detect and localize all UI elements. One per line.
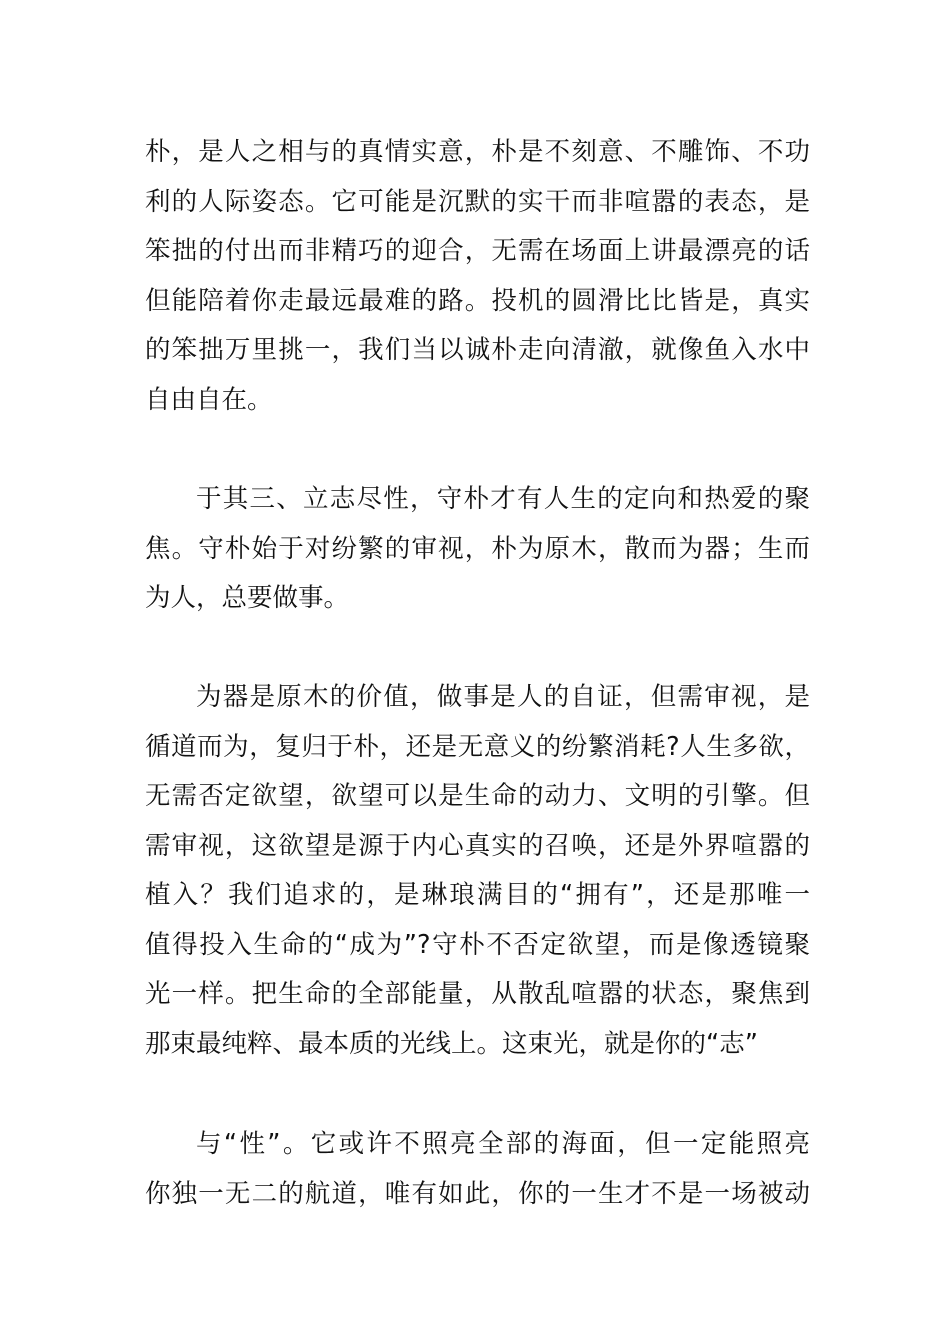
paragraph-4 xyxy=(145,1120,810,1219)
paragraph-line: 朴，是人之相与的真情实意，朴是不刻意、不雕饰、不功 xyxy=(145,137,810,167)
paragraph-line: 植入？我们追求的，是琳琅满目的“拥有”，还是那唯一 xyxy=(145,880,810,910)
paragraph-line: 利的人际姿态。它可能是沉默的实干而非喧嚣的表态，是 xyxy=(145,186,810,217)
paragraph-line: 自由自在。 xyxy=(145,384,273,415)
paragraph-line: 无需否定欲望，欲望可以是生命的动力、文明的引擎。但 xyxy=(145,781,810,811)
paragraph-line: 笨拙的付出而非精巧的迎合，无需在场面上讲最漂亮的话 xyxy=(145,236,810,266)
paragraph-line: 与“性”。它或许不照亮全部的海面，但一定能照亮 xyxy=(196,1129,810,1159)
paragraph-line: 值得投入生命的“成为”?守朴不否定欲望，而是像透镜聚 xyxy=(145,929,810,960)
paragraph-2 xyxy=(145,475,810,624)
paragraph-line: 的笨拙万里挑一，我们当以诚朴走向清澈，就像鱼入水中 xyxy=(145,335,810,365)
paragraph-line: 为器是原木的价值，做事是人的自证，但需审视，是 xyxy=(196,682,810,712)
paragraph-line: 但能陪着你走最远最难的路。投机的圆滑比比皆是，真实 xyxy=(145,285,810,316)
paragraph-3 xyxy=(145,673,810,1069)
paragraph-line: 光一样。把生命的全部能量，从散乱喧嚣的状态，聚焦到 xyxy=(145,979,810,1009)
paragraph-line: 你独一无二的航道，唯有如此，你的一生才不是一场被动 xyxy=(145,1178,810,1209)
paragraph-line: 循道而为，复归于朴，还是无意义的纷繁消耗?人生多欲， xyxy=(145,731,810,762)
paragraph-1 xyxy=(145,128,810,425)
paragraph-line: 那束最纯粹、最本质的光线上。这束光，就是你的“志” xyxy=(145,1028,758,1059)
paragraph-line: 焦。守朴始于对纷繁的审视，朴为原木，散而为器；生而 xyxy=(145,533,810,564)
paragraph-line: 为人，总要做事。 xyxy=(145,583,350,613)
paragraph-line: 于其三、立志尽性，守朴才有人生的定向和热爱的聚 xyxy=(196,484,810,514)
paragraph-line: 需审视，这欲望是源于内心真实的召唤，还是外界喧嚣的 xyxy=(145,830,810,861)
